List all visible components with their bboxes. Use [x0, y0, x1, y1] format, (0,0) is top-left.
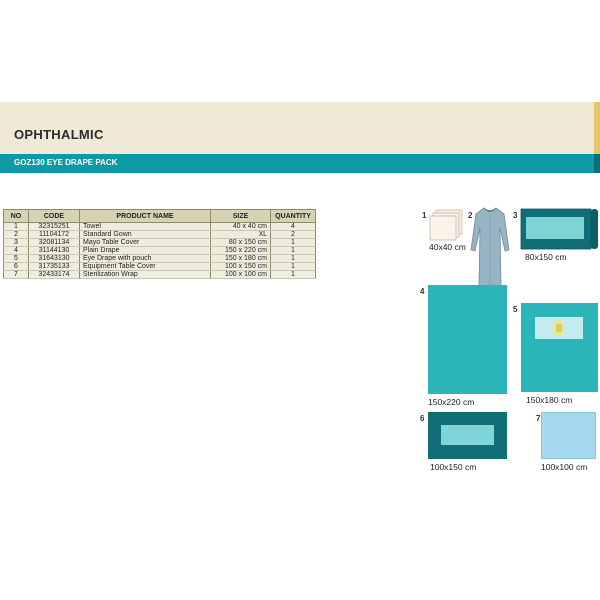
- cell-no: 4: [4, 247, 29, 255]
- item-number-4: 4: [420, 287, 425, 296]
- table-row: [4, 255, 316, 263]
- cell-size: XL: [211, 231, 271, 239]
- cell-quantity: 2: [271, 231, 316, 239]
- cell-size: 150 x 180 cm: [211, 255, 271, 263]
- cell-size: 40 x 40 cm: [211, 223, 271, 231]
- towel-stack-illustration: [428, 209, 464, 243]
- cell-quantity: 1: [271, 271, 316, 279]
- cell-code: 31144130: [29, 247, 80, 255]
- towel-caption: 40x40 cm: [429, 242, 466, 252]
- pack-title: GOZ130 EYE DRAPE PACK: [14, 158, 118, 167]
- cell-code: 31643130: [29, 255, 80, 263]
- cell-code: 11104172: [29, 231, 80, 239]
- item-number-7: 7: [536, 414, 541, 423]
- cell-quantity: 1: [271, 263, 316, 271]
- cell-code: 32315251: [29, 223, 80, 231]
- table-row: [4, 263, 316, 271]
- cell-no: 6: [4, 263, 29, 271]
- cell-size: 150 x 220 cm: [211, 247, 271, 255]
- cell-code: 32081134: [29, 239, 80, 247]
- cell-no: 1: [4, 223, 29, 231]
- cell-quantity: 4: [271, 223, 316, 231]
- cell-product-name: Standard Gown: [80, 231, 211, 239]
- cell-size: 100 x 100 cm: [211, 271, 271, 279]
- cell-quantity: 1: [271, 255, 316, 263]
- pack-contents-table: [3, 209, 316, 279]
- cell-product-name: Equipment Table Cover: [80, 263, 211, 271]
- equipment-cover-caption: 100x150 cm: [430, 462, 477, 472]
- plain-drape-caption: 150x220 cm: [428, 397, 475, 407]
- sterilization-wrap-illustration: [541, 412, 597, 460]
- cell-size: 100 x 150 cm: [211, 263, 271, 271]
- table-row: [4, 223, 316, 231]
- item-number-5: 5: [513, 305, 518, 314]
- table-header-row: [4, 210, 316, 223]
- table-row: [4, 231, 316, 239]
- item-number-1: 1: [422, 211, 427, 220]
- col-quantity: QUANTITY: [271, 210, 316, 223]
- cell-product-name: Towel: [80, 223, 211, 231]
- gown-illustration: [470, 206, 510, 288]
- eye-drape-caption: 150x180 cm: [526, 395, 573, 405]
- cell-size: 80 x 150 cm: [211, 239, 271, 247]
- subtitle-accent: [594, 154, 600, 173]
- item-number-2: 2: [468, 211, 473, 220]
- table-row: [4, 239, 316, 247]
- cell-code: 31735133: [29, 263, 80, 271]
- cell-quantity: 1: [271, 239, 316, 247]
- cell-no: 2: [4, 231, 29, 239]
- col-size: SIZE: [211, 210, 271, 223]
- cell-no: 7: [4, 271, 29, 279]
- col-product-name: PRODUCT NAME: [80, 210, 211, 223]
- table-row: [4, 247, 316, 255]
- cell-code: 32433174: [29, 271, 80, 279]
- page-title: OPHTHALMIC: [14, 127, 104, 142]
- equipment-cover-illustration: [428, 412, 508, 460]
- cell-no: 5: [4, 255, 29, 263]
- plain-drape-illustration: [428, 285, 508, 395]
- eye-drape-illustration: [521, 303, 599, 393]
- cell-product-name: Plain Drape: [80, 247, 211, 255]
- sterilization-wrap-caption: 100x100 cm: [541, 462, 588, 472]
- cell-no: 3: [4, 239, 29, 247]
- cell-product-name: Eye Drape with pouch: [80, 255, 211, 263]
- col-code: CODE: [29, 210, 80, 223]
- item-number-6: 6: [420, 414, 425, 423]
- mayo-cover-illustration: [520, 208, 600, 250]
- mayo-caption: 80x150 cm: [525, 252, 567, 262]
- cell-product-name: Sterilization Wrap: [80, 271, 211, 279]
- col-no: NO: [4, 210, 29, 223]
- table-row: [4, 271, 316, 279]
- cell-product-name: Mayo Table Cover: [80, 239, 211, 247]
- header-accent: [594, 102, 600, 154]
- cell-quantity: 1: [271, 247, 316, 255]
- item-number-3: 3: [513, 211, 518, 220]
